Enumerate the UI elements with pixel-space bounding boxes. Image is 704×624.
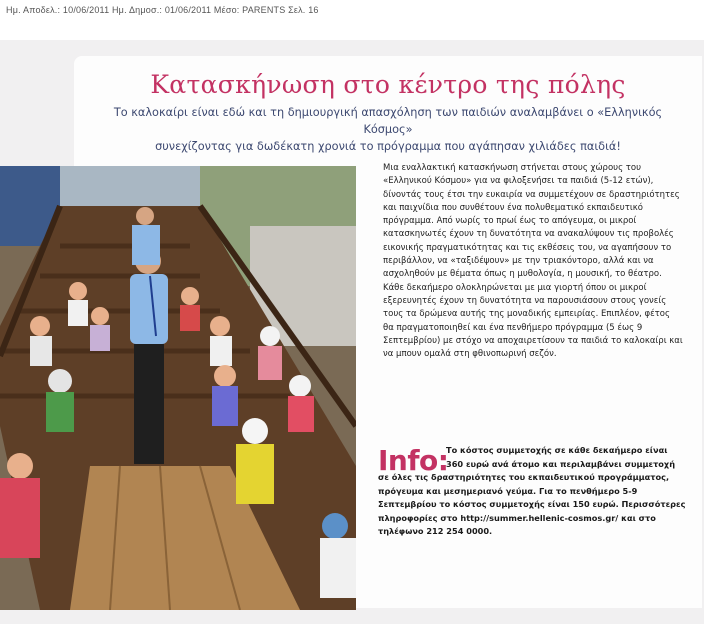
subtitle-line-1: Το καλοκαίρι είναι εδώ και τη δημιουργική απασχόληση των παιδιών αναλαμβάνει ο «Ελληνικός Κόσμος» [113,106,663,136]
info-line-2: 360 ευρώ ανά άτομο και περιλαμβάνει συμμετοχή [446,458,676,469]
subtitle-line-2: συνεχίζοντας για δωδέκατη χρονιά το πρόγραμμα που αγάπησαν χιλιάδες παιδιά! [155,140,621,153]
photo-children-on-ship [0,166,356,610]
info-line-1: Το κόστος συμμετοχής σε κάθε δεκαήμερο είναι [446,445,668,455]
clipping-header: Ημ. Αποδελ.: 10/06/2011 Ημ. Δημοσ.: 01/06/2011 Μέσο: PARENTS Σελ. 16 [6,5,319,15]
article-photo [0,166,356,610]
article-title: Κατασκήνωση στο κέντρο της πόλης [150,70,626,99]
info-label: Info: [378,444,449,477]
info-box [378,444,690,539]
article-subtitle [96,104,680,155]
article-body: Μια εναλλακτική κατασκήνωση στήνεται στους χώρους του «Ελληνικού Κόσμου» για να φιλοξενήσει τα παιδιά (5-12 ετών), δίνοντάς τους έτσι την ευκαιρία να συμμετέχουν σε δραστηριότητες και παιχνίδια που συνθέτουν ένα πολυθεματικό εκπαιδευτικό πρόγραμμα. Από νωρίς το πρωί έως το απόγευμα, οι μικροί κατασκηνωτές έχουν τη δυνατότητα να ανακαλύψουν τις προβολές εικονικής πραγματικότητας και τις εκθέσεις του, να αγαπήσουν το περιβάλλον, να «ταξιδέψουν» με την τριακόντορο, αλλά και να ασχοληθούν με θέματα όπως η μυθολογία, η μουσική, το θέατρο. Κάθε δεκαήμερο ολοκληρώνεται με μια γιορτή όπου οι μικροί εξερευνητές έχουν τη δυνατότητα να παρουσιάσουν στους γονείς τους τα δρώμενα αυτής της μοναδικής εμπειρίας. Επιπλέον, φέτος θα πραγματοποιηθεί και ένα πενθήμερο πρόγραμμα (5 έως 9 Σεπτεμβρίου) με στόχο να αποχαιρετίσουν τα παιδιά το καλοκαίρι και να μπουν ομαλά στη φθινοπωρινή σεζόν. [383,163,683,360]
info-rest: σε όλες τις δραστηριότητες του εκπαιδευτικού προγράμματος, πρόγευμα και μεσημεριανό γεύμα. Για το πενθήμερο 5-9 Σεπτεμβρίου το κόστος συμμετοχής είναι 150 ευρώ. Περισσότερες πληροφορίες στο http://summer.hellenic-cosmos.gr/ και στο τηλέφωνο 212 254 0000. [378,472,686,536]
